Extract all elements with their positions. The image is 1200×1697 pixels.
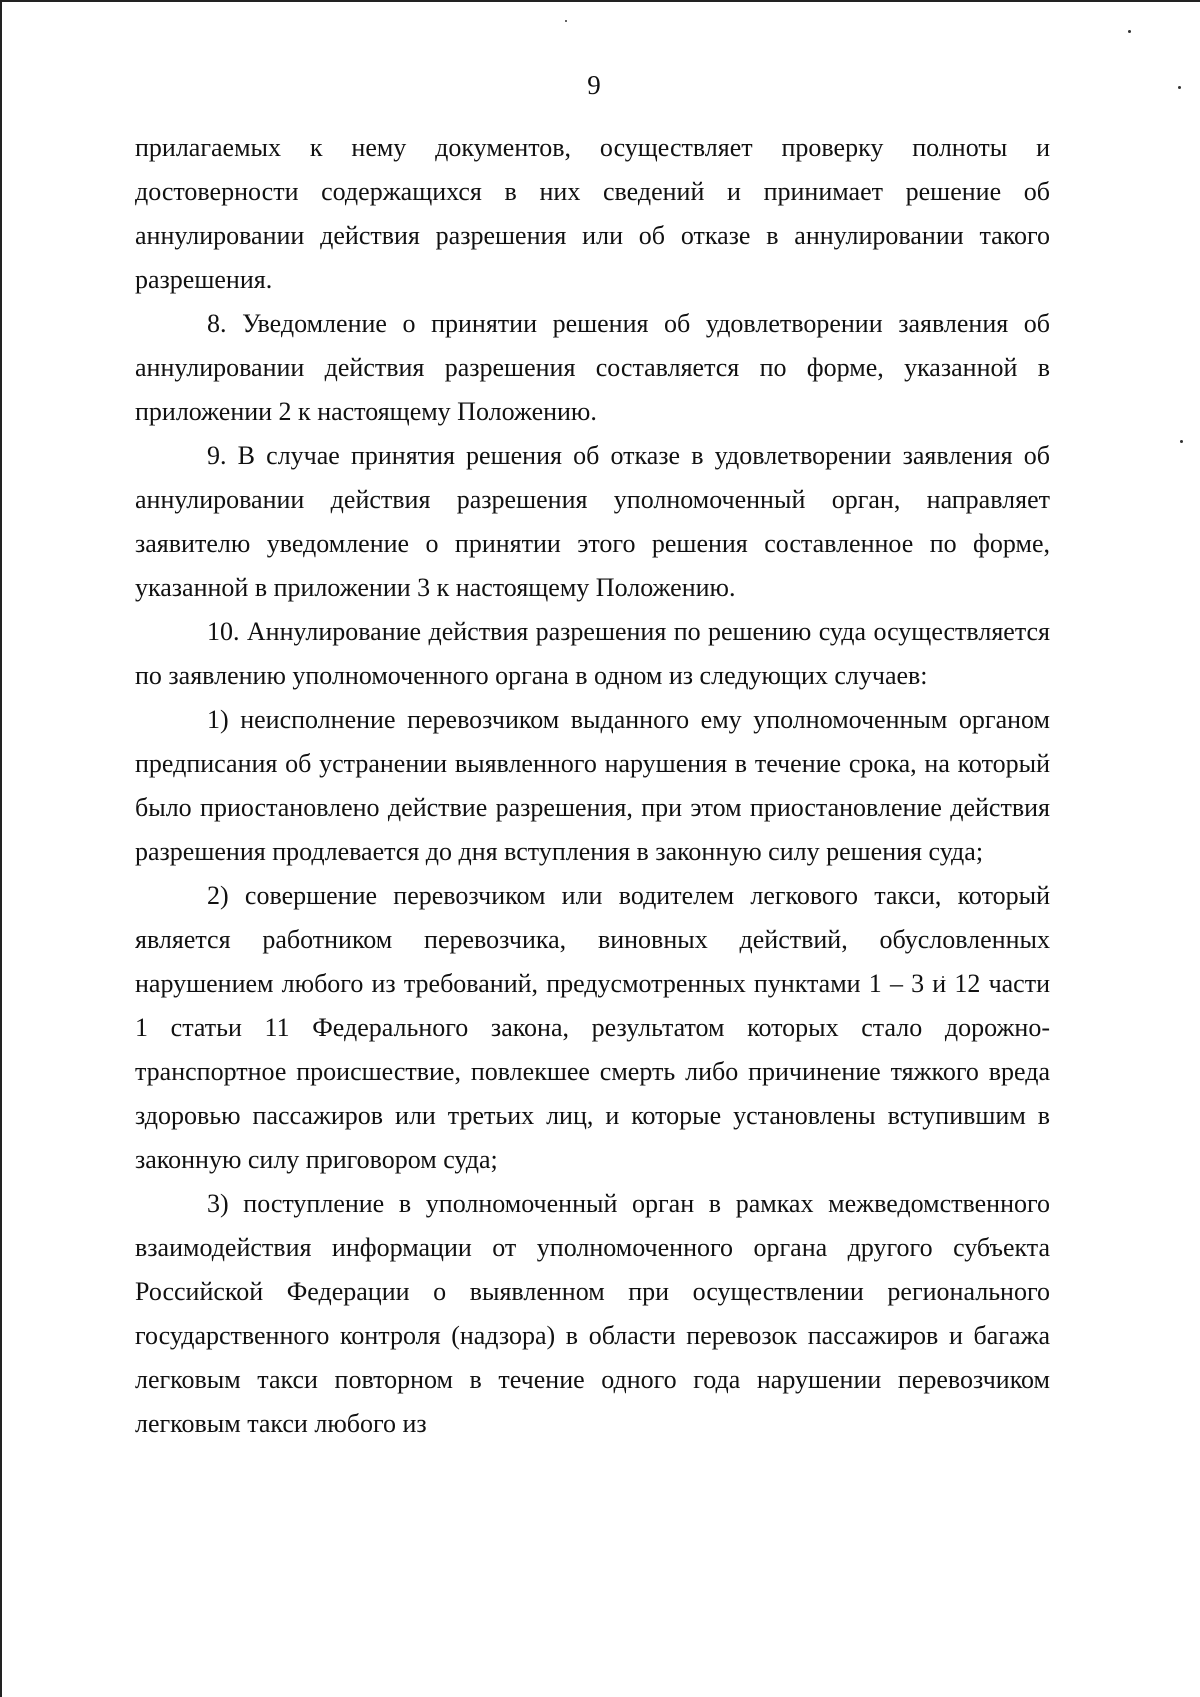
scan-edge-top xyxy=(0,0,1200,2)
paragraph-10-item-1: 1) неисполнение перевозчиком выданного ему уполномоченным органом предписания об устранении выявленного нарушения в течение срока, на который было приостановлено действие разрешения, при этом приостановление действия разрешения продлевается до дня вступления в законную силу решения суда; xyxy=(135,705,1050,866)
paragraph-10-item-3: 3) поступление в уполномоченный орган в рамках межведомственного взаимодействия информации от уполномоченного органа другого субъекта Российской Федерации о выявленном при осуществлении регионального государственного контроля (надзора) в области перевозок пассажиров и багажа легковым такси повторном в течение одного года нарушении перевозчиком легковым такси любого из xyxy=(135,1189,1050,1438)
scan-edge-left xyxy=(0,0,2,1697)
document-body xyxy=(135,126,1050,1446)
paragraph-10-item-2: 2) совершение перевозчиком или водителем легкового такси, который является работником перевозчика, виновных действий, обусловленных нарушением любого из требований, предусмотренных пунктами 1 – 3 и 12 части 1 статьи 11 Федерального закона, результатом которых стало дорожно-транспортное происшествие, повлекшее смерть либо причинение тяжкого вреда здоровью пассажиров или третьих лиц, и которые установлены вступившим в законную силу приговором суда; xyxy=(135,881,1050,1174)
paragraph-9: 9. В случае принятия решения об отказе в удовлетворении заявления об аннулировании действия разрешения уполномоченный орган, направляет заявителю уведомление о принятии этого решения составленное по форме, указанной в приложении 3 к настоящему Положению. xyxy=(135,441,1050,602)
page-number: 9 xyxy=(587,70,601,100)
scan-speck xyxy=(565,20,567,22)
paragraph-10: 10. Аннулирование действия разрешения по решению суда осуществляется по заявлению уполномоченного органа в одном из следующих случаев: xyxy=(135,617,1050,690)
scan-speck xyxy=(1180,440,1183,443)
paragraph-continuation: прилагаемых к нему документов, осуществляет проверку полноты и достоверности содержащихся в них сведений и принимает решение об аннулировании действия разрешения или об отказе в аннулировании такого разрешения. xyxy=(135,133,1050,294)
scan-speck xyxy=(1128,30,1131,33)
paragraph-8: 8. Уведомление о принятии решения об удовлетворении заявления об аннулировании действия разрешения составляется по форме, указанной в приложении 2 к настоящему Положению. xyxy=(135,309,1050,426)
